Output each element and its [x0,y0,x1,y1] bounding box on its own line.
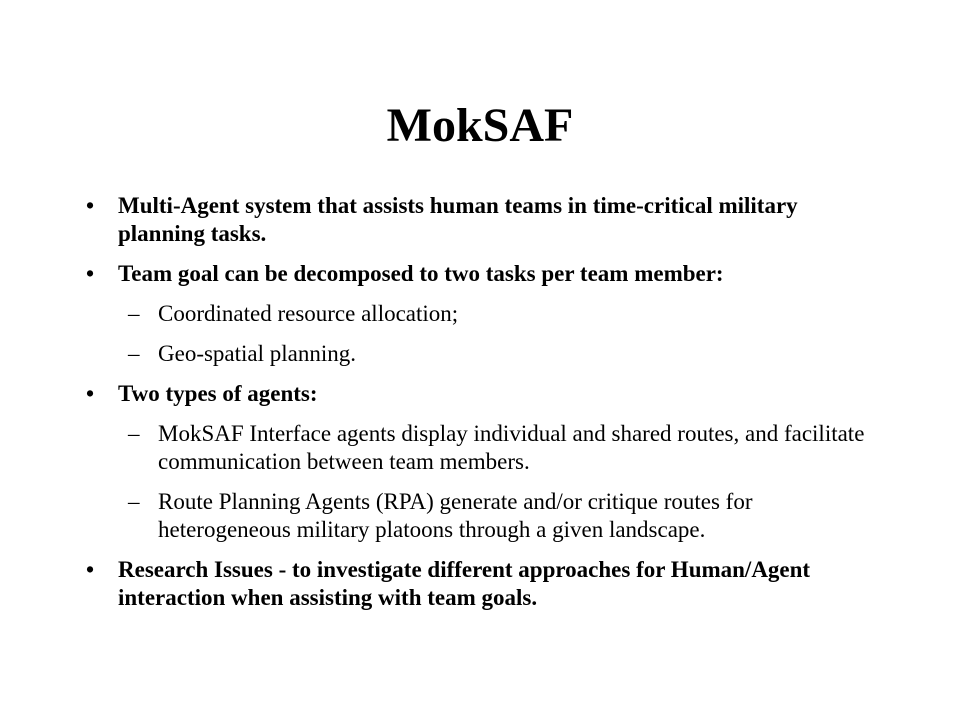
bullet-text: Two types of agents: [118,381,318,406]
slide-title: MokSAF [386,99,574,152]
bullet-item [84,192,884,248]
bullet-item [84,556,884,612]
bullet-marker: • [86,381,95,406]
bullet-marker: • [86,261,95,286]
sub-bullet-marker: – [128,489,140,514]
bullet-marker: • [86,193,95,218]
bullet-list [84,192,884,624]
sub-bullet-marker: – [128,301,140,326]
sub-bullet-text: Coordinated resource allocation; [158,301,459,326]
bullet-marker: • [86,557,95,582]
bullet-item [84,260,884,288]
bullet-text: Research Issues - to investigate different approaches for Human/Agent interaction when assisting with team goals. [118,557,811,610]
sub-bullet-item [84,340,884,368]
sub-bullet-marker: – [128,421,140,446]
sub-bullet-text: Geo-spatial planning. [158,341,357,366]
sub-bullet-item [84,488,884,544]
bullet-text: Multi-Agent system that assists human teams in time-critical military planning tasks. [118,193,798,246]
sub-bullet-marker: – [128,341,140,366]
sub-bullet-item [84,300,884,328]
sub-bullet-item [84,420,884,476]
sub-bullet-text: Route Planning Agents (RPA) generate and/or critique routes for heterogeneous military platoons through a given landscape. [158,489,753,542]
bullet-item [84,380,884,408]
bullet-text: Team goal can be decomposed to two tasks per team member: [118,261,724,286]
sub-bullet-text: MokSAF Interface agents display individual and shared routes, and facilitate communication between team members. [158,421,865,474]
